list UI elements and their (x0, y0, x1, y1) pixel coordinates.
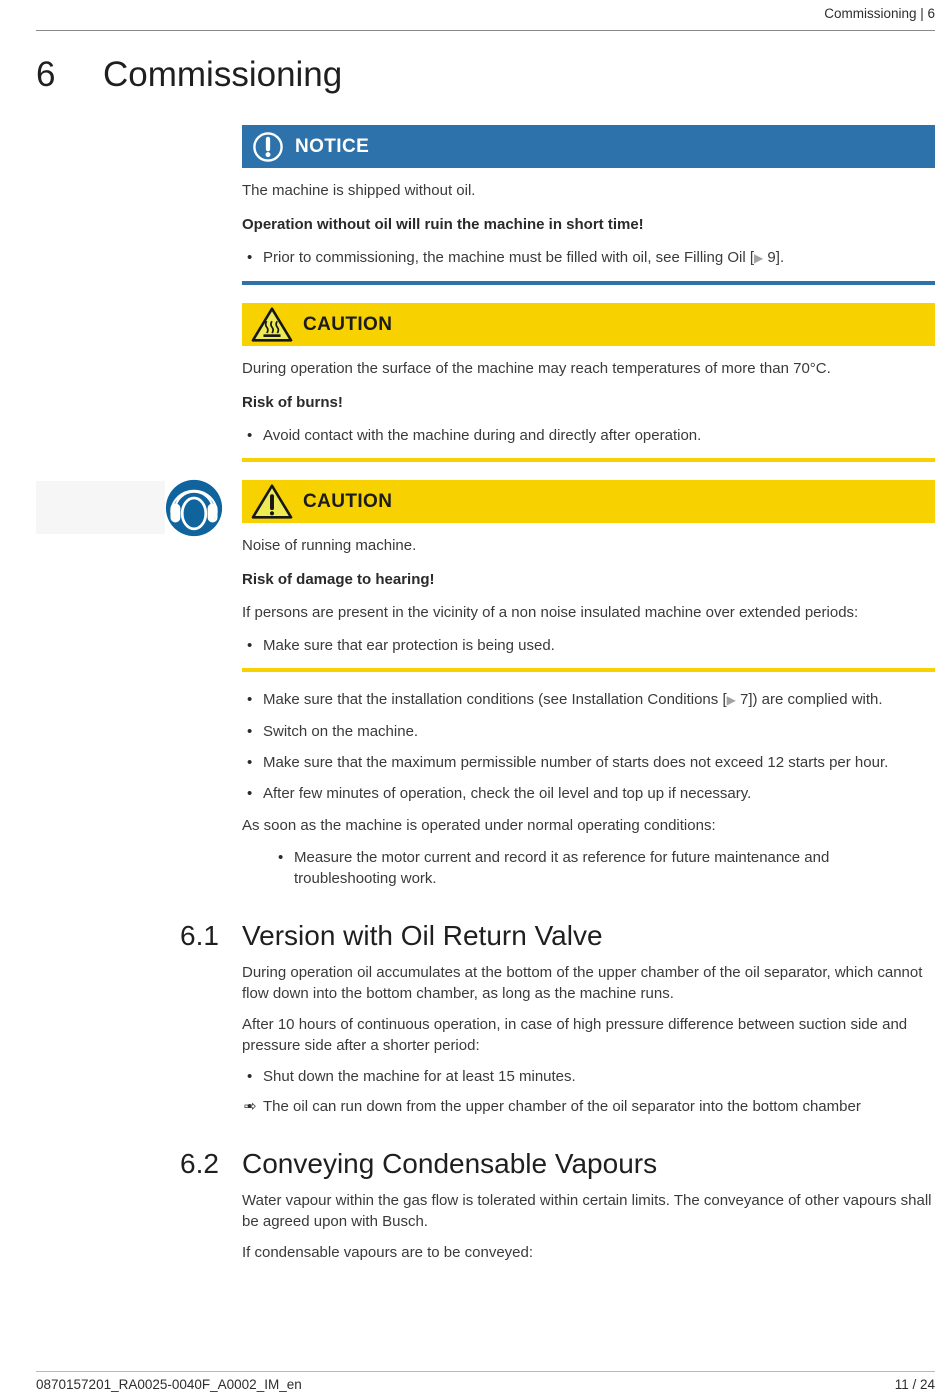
caution-noise-bullet: • Make sure that ear protection is being used. (242, 635, 935, 656)
caution-hot-bottom-rule (242, 458, 935, 462)
result-arrow-icon: • ⇨ (244, 1098, 257, 1115)
filling-oil-crossref[interactable]: Filling Oil [ (684, 249, 755, 266)
caution-noise-risk-text: Risk of damage to hearing! (242, 571, 435, 588)
section-heading-6-1 (180, 920, 935, 952)
page-header (36, 0, 935, 31)
margin-highlight-strip (36, 481, 165, 534)
caution-header-bar (242, 303, 935, 346)
page-number: 11 / 24 (894, 1377, 935, 1392)
installation-conditions-crossref[interactable]: Installation Conditions [ (571, 691, 727, 708)
exclamation-circle-icon (251, 130, 285, 164)
notice-bottom-rule (242, 281, 935, 285)
step-installation-conditions (242, 689, 935, 711)
section-number: 6.1 (180, 920, 219, 951)
caution-noise-box (242, 480, 935, 672)
step-check-oil: • After few minutes of operation, check the oil level and top up if necessary. (242, 783, 935, 804)
hot-surface-warning-icon (251, 306, 293, 343)
step-max-starts: • Make sure that the maximum permissible number of starts does not exceed 12 starts per hour. (242, 752, 935, 773)
sub-steps-list (273, 847, 935, 889)
caution-hot-surface-box (242, 303, 935, 462)
notice-box (242, 125, 935, 285)
section-number: 6.2 (180, 1148, 219, 1179)
caution-label: CAUTION (303, 490, 393, 512)
normal-operation-note: As soon as the machine is operated under normal operating conditions: (242, 817, 716, 834)
content-column (180, 125, 935, 1273)
crossref-page: 9]. (763, 249, 785, 266)
notice-warning-text: Operation without oil will ruin the machine in short time! (242, 216, 644, 233)
caution-noise-bottom-rule (242, 668, 935, 672)
ear-protection-icon (165, 479, 223, 537)
section-body-6-1 (242, 962, 935, 1117)
caution-noise-paragraph: Noise of running machine. (242, 537, 417, 554)
section-title: Conveying Condensable Vapours (242, 1148, 658, 1179)
crossref-page: 7]) are complied with. (735, 691, 883, 708)
paragraph: After 10 hours of continuous operation, in case of high pressure difference between suction side and pressure side after a shorter period: (242, 1016, 908, 1054)
step-shut-down: • Shut down the machine for at least 15 minutes. (242, 1066, 935, 1087)
chapter-number: 6 (36, 55, 56, 94)
notice-bullet-text: Prior to commissioning, the machine must be filled with oil, see (263, 249, 685, 266)
result-item (242, 1096, 935, 1117)
result-text: The oil can run down from the upper chamber of the oil separator into the bottom chamber (263, 1098, 861, 1115)
notice-label: NOTICE (295, 135, 370, 157)
section-body-6-2 (242, 1190, 935, 1263)
paragraph: Water vapour within the gas flow is tolerated within certain limits. The conveyance of other vapours shall be agreed upon with Busch. (242, 1192, 932, 1230)
crossref-arrow-icon: ▶ (754, 251, 764, 265)
caution-label: CAUTION (303, 313, 393, 335)
notice-body (242, 180, 935, 269)
paragraph: If condensable vapours are to be conveyed: (242, 1244, 534, 1261)
caution-hot-bullet: • Avoid contact with the machine during and directly after operation. (242, 425, 935, 446)
running-header-text: Commissioning | 6 (824, 6, 935, 21)
document-number: 0870157201_RA0025-0040F_A0002_IM_en (36, 1377, 302, 1392)
notice-header-bar (242, 125, 935, 168)
caution-hot-body (242, 358, 935, 446)
section-title: Version with Oil Return Valve (242, 920, 603, 951)
step-switch-on: • Switch on the machine. (242, 721, 935, 742)
paragraph: During operation oil accumulates at the bottom of the upper chamber of the oil separator, which cannot flow down into the bottom chamber, as long as the machine runs. (242, 964, 923, 1002)
notice-paragraph: The machine is shipped without oil. (242, 182, 476, 199)
caution-hot-risk-text: Risk of burns! (242, 394, 343, 411)
chapter-heading (36, 55, 342, 95)
section-heading-6-2 (180, 1148, 935, 1180)
notice-bullet (242, 247, 935, 269)
crossref-arrow-icon: ▶ (726, 693, 736, 707)
caution-noise-condition: If persons are present in the vicinity of a non noise insulated machine over extended periods: (242, 604, 859, 621)
warning-triangle-icon (251, 483, 293, 520)
caution-hot-paragraph: During operation the surface of the machine may reach temperatures of more than 70°C. (242, 360, 831, 377)
step-measure-current: • Measure the motor current and record it as reference for future maintenance and troubleshooting work. (273, 847, 935, 889)
step-text: Make sure that the installation conditions (see (263, 691, 572, 708)
commissioning-steps-list (242, 689, 935, 804)
caution-noise-body (242, 535, 935, 656)
caution-header-bar (242, 480, 935, 523)
chapter-title: Commissioning (103, 55, 343, 94)
page-footer (36, 1371, 935, 1397)
